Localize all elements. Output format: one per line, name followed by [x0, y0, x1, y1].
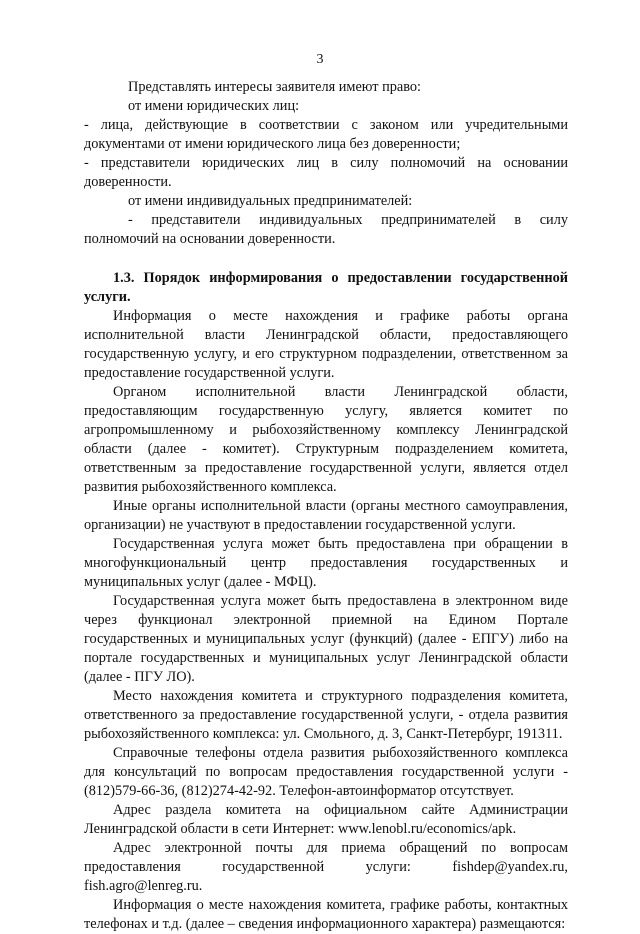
- paragraph: Информация о месте нахождения и графике работы органа исполнительной власти Ленинградской области, предоставляющего государственную услугу, и его структурном подразделении, ответственном за предоставление государственной услуги.: [84, 308, 568, 381]
- paragraph: Государственная услуга может быть предоставлена при обращении в многофункциональный центр предоставления государственных и муниципальных услуг (далее - МФЦ).: [84, 536, 568, 590]
- page-number: 3: [316, 52, 324, 67]
- paragraph: Адрес раздела комитета на официальном сайте Администрации Ленинградской области в сети Интернет: www.lenobl.ru/economics/apk.: [84, 802, 568, 837]
- paragraph: Иные органы исполнительной власти (органы местного самоуправления, организации) не участвуют в предоставлении государственной услуги.: [84, 498, 568, 533]
- paragraph: Место нахождения комитета и структурного подразделения комитета, ответственного за предоставление государственной услуги, - отдела развития рыбохозяйственного комплекса: ул. Смольного, д. 3, Санкт-Петербург, 191311.: [84, 688, 568, 742]
- paragraph: Адрес электронной почты для приема обращений по вопросам предоставления государственной услуги: fishdep@yandex.ru, fish.agro@lenreg.ru.: [84, 840, 568, 894]
- paragraph: Государственная услуга может быть предоставлена в электронном виде через функционал электронной приемной на Едином Портале государственных и муниципальных услуг (функций) (далее - ЕПГУ) либо на портале государственных и муниципальных услуг Ленинградской области (далее - ПГУ ЛО).: [84, 593, 568, 685]
- paragraph: от имени индивидуальных предпринимателей:: [128, 193, 413, 209]
- section-heading: 1.3. Порядок информирования о предоставлении государственной услуги.: [84, 270, 568, 305]
- paragraph: - лица, действующие в соответствии с законом или учредительными документами от имени юридического лица без доверенности;: [84, 117, 568, 152]
- document-body: [84, 78, 568, 934]
- paragraph: Представлять интересы заявителя имеют право:: [128, 79, 422, 95]
- paragraph: - представители юридических лиц в силу полномочий на основании доверенности.: [84, 155, 568, 190]
- paragraph: Информация о месте нахождения комитета, графике работы, контактных телефонах и т.д. (далее – сведения информационного характера) размещаются:: [84, 897, 568, 932]
- paragraph: от имени юридических лиц:: [128, 98, 300, 114]
- paragraph: - представители индивидуальных предпринимателей в силу полномочий на основании доверенности.: [84, 212, 568, 247]
- paragraph: Справочные телефоны отдела развития рыбохозяйственного комплекса для консультаций по вопросам предоставления государственной услуги - (812)579-66-36, (812)274-42-92. Телефон-автоинформатор отсутствует.: [84, 745, 568, 799]
- paragraph: Органом исполнительной власти Ленинградской области, предоставляющим государственную услугу, является комитет по агропромышленному и рыбохозяйственному комплексу Ленинградской области (далее - комитет). Структурным подразделением комитета, ответственным за предоставление государственной услуги, является отдел развития рыбохозяйственного комплекса.: [84, 384, 568, 495]
